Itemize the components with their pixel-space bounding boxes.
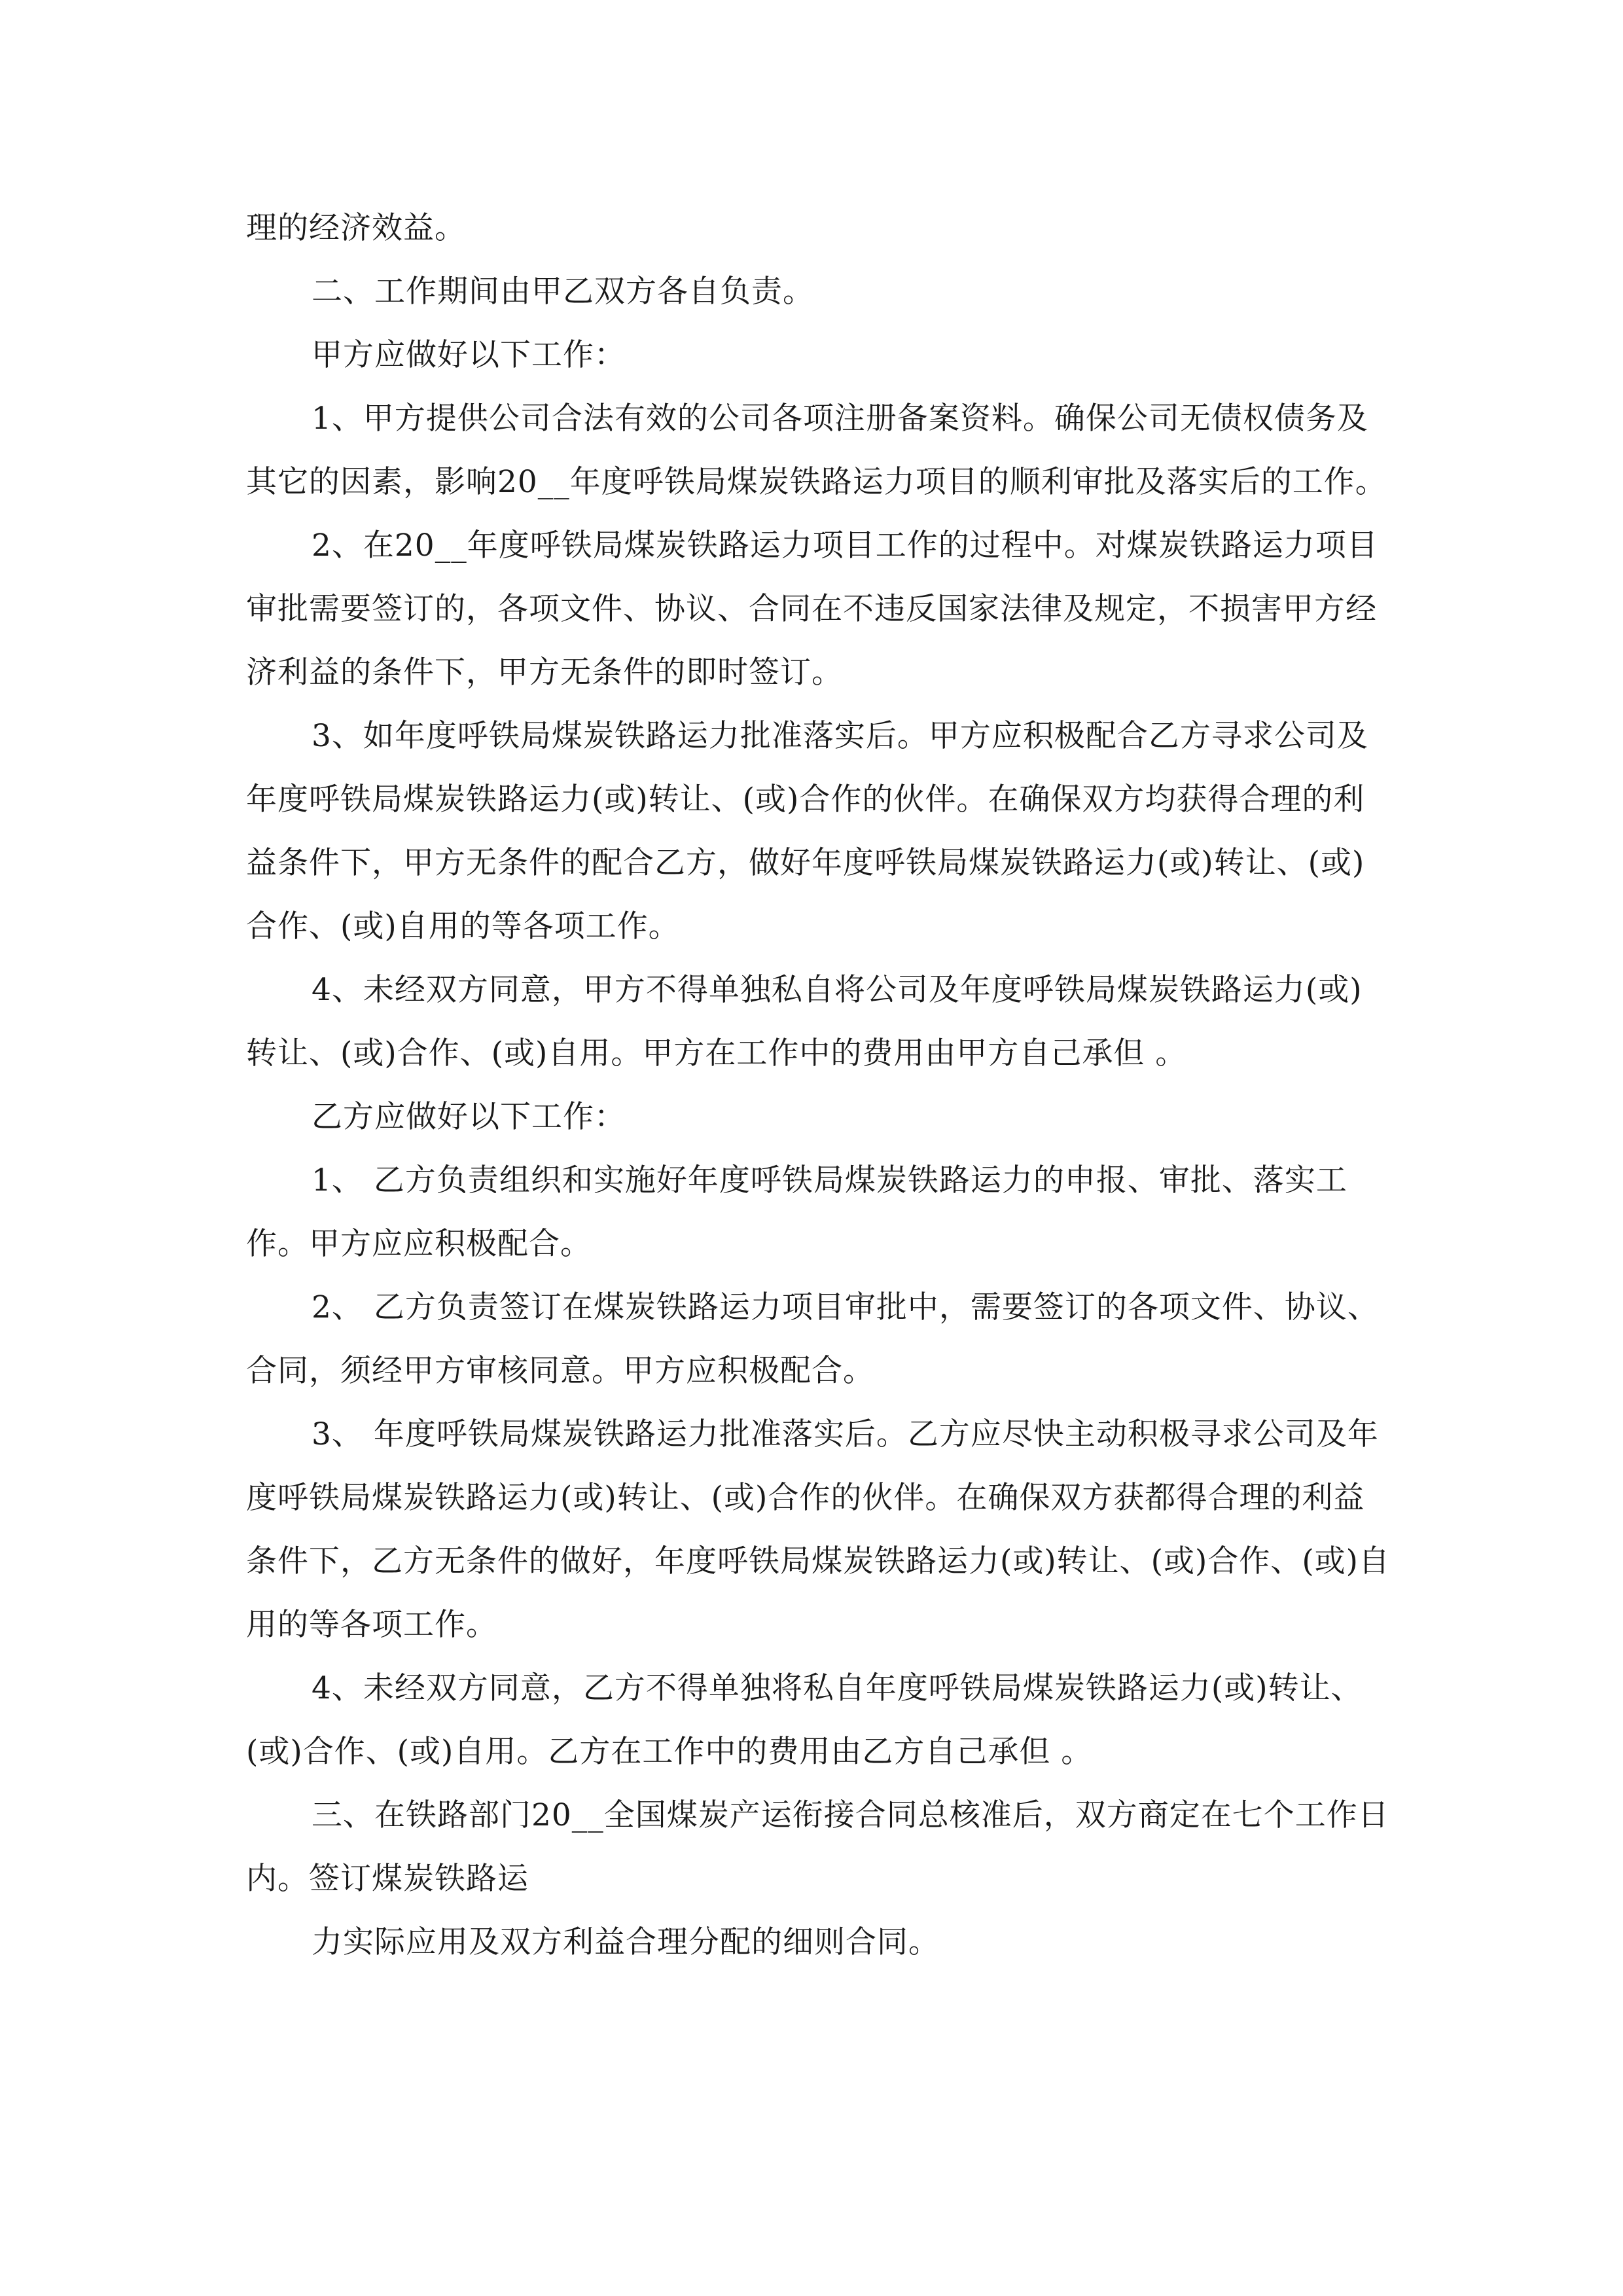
party-b-duty-4: 4、未经双方同意，乙方不得单独将私自年度呼铁局煤炭铁路运力(或)转让、(或)合作、(或)自用。乙方在工作中的费用由乙方自己承但 。 [246,1670,1363,1770]
party-b-duty-2: 2、 乙方负责签订在煤炭铁路运力项目审批中，需要签订的各项文件、协议、合同，须经甲方审核同意。甲方应积极配合。 [246,1289,1379,1389]
party-a-duty-1: 1、甲方提供公司合法有效的公司各项注册备案资料。确保公司无债权债务及其它的因素，影响20__年度呼铁局煤炭铁路运力项目的顺利审批及落实后的工作。 [246,401,1387,500]
party-a-duty-2: 2、在20__年度呼铁局煤炭铁路运力项目工作的过程中。对煤炭铁路运力项目审批需要签订的，各项文件、协议、合同在不违反国家法律及规定，不损害甲方经济利益的条件下，甲方无条件的即时签订。 [246,528,1378,691]
section-three-continued: 力实际应用及双方利益合理分配的细则合同。 [312,1924,940,1960]
party-a-duty-4: 4、未经双方同意，甲方不得单独私自将公司及年度呼铁局煤炭铁路运力(或)转让、(或)合作、(或)自用。甲方在工作中的费用由甲方自己承但 。 [246,972,1363,1071]
party-a-duty-3: 3、如年度呼铁局煤炭铁路运力批准落实后。甲方应积极配合乙方寻求公司及年度呼铁局煤炭铁路运力(或)转让、(或)合作的伙伴。在确保双方均获得合理的利益条件下，甲方无条件的配合乙方，做好年度呼铁局煤炭铁路运力(或)转让、(或)合作、(或)自用的等各项工作。 [246,718,1368,944]
party-b-duty-1: 1、 乙方负责组织和实施好年度呼铁局煤炭铁路运力的申报、审批、落实工作。甲方应应积极配合。 [246,1162,1347,1262]
section-two-heading: 二、工作期间由甲乙双方各自负责。 [312,274,814,310]
paragraph-1: 理的经济效益。 [246,210,466,246]
party-b-duty-3: 3、 年度呼铁局煤炭铁路运力批准落实后。乙方应尽快主动积极寻求公司及年度呼铁局煤炭铁路运力(或)转让、(或)合作的伙伴。在确保双方获都得合理的利益条件下，乙方无条件的做好，年度呼铁局煤炭铁路运力(或)转让、(或)合作、(或)自用的等各项工作。 [246,1416,1391,1643]
party-a-duties-heading: 甲方应做好以下工作： [312,337,626,373]
party-b-duties-heading: 乙方应做好以下工作： [312,1099,626,1135]
section-three: 三、在铁路部门20__全国煤炭产运衔接合同总核准后，双方商定在七个工作日内。签订煤炭铁路运 [246,1797,1389,1897]
document-body [246,196,1391,1974]
